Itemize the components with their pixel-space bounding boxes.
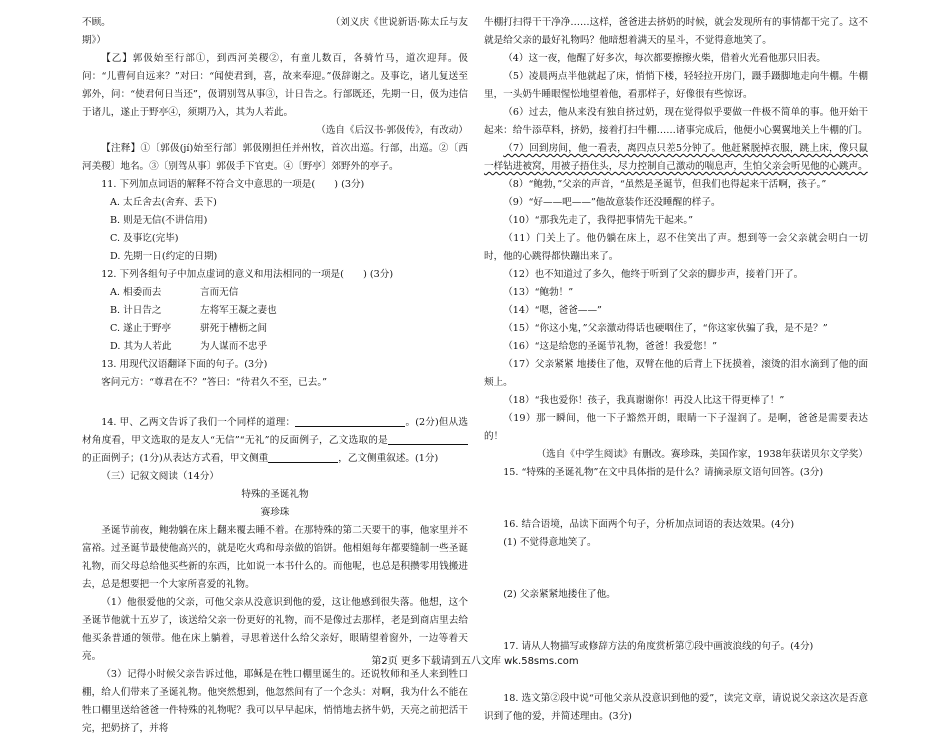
story-paragraph: （1）他很爱他的父亲，可他父亲从没意识到他的爱，这让他感到很失落。他想，这个圣诞节他就十五岁了，该送给父亲一份更好的礼物，而不是像过去那样，老是到商店里去给他买条普通的领带。他在床上躺着，寻思着送什么给父亲好，眼睛望着窗外，一边等着天亮。 (82, 597, 468, 662)
question-18: 18. 选文第②段中说“可他父亲从没意识到他的爱”，读完文章，请说说父亲这次是否意识到了他的爱，并简述理由。(3分) (484, 693, 868, 722)
question-11: 11. 下列加点词语的解释不符合文中意思的一项是( ) (3分) (101, 179, 365, 190)
answer-blank[interactable] (388, 432, 468, 445)
story-paragraph: 圣诞节前夜，鲍勃躺在床上翻来覆去睡不着。在那特殊的第二天要干的事，他家里并不富裕。过圣诞节最使他高兴的，就是吃火鸡和母亲做的馅饼。他相姐每年都要缝制一些圣诞礼物，而父母总给他买些新的东西，比如说一本书什么的。而他呢，也总是积攒零用钱搬进去，总是想要把一个大家所喜爱的礼物。 (82, 525, 468, 590)
q11-option-d: D. 先期一日(约定的日期) (110, 251, 218, 262)
story-paragraph-7: （7）回到房间，他一看表，离四点只差5分钟了。他赶紧脱掉衣服，跳上床，像只鼠一样钻进被窝，用被子捂住头，尽力控制自己激动的喘息声，生怕父亲会听见他的心跳声。 (484, 143, 868, 172)
story-paragraph-8: （8）“鲍勃，”父亲的声音，“虽然是圣诞节，但我们也得起来干活啊，孩子。” (503, 179, 827, 190)
story-paragraph-10: （10）“那我先走了，我得把事情先干起来。” (503, 215, 694, 226)
page-footer: 第2页 更多下载请到五八文库 wk.58sms.com (371, 656, 579, 667)
story-source: （选自《中学生阅读》有删改。赛珍珠，美国作家，1938年获诺贝尔文学奖） (536, 449, 868, 460)
q11-options (82, 194, 468, 266)
q11-option-c: C. 及事讫(完毕) (110, 233, 179, 244)
question-14: 14. 甲、乙两文告诉了我们一个同样的道理： 。(2分)但从选材角度看，甲文选取的是友人“无信”“无礼”的反面例子，乙文选取的是的正面例子；(1分)从表达方式看，甲文侧重 ，乙文侧重叙述。(1分) (82, 414, 468, 468)
story-paragraph: （3）记得小时候父亲告诉过他，耶稣是在牲口棚里诞生的。还说牧师和圣人来到牲口棚，给人们带来了圣诞礼物。他突然想到，他忽然间有了一个念头：对啊，我为什么不能在牲口棚里送给爸爸一件特殊的礼物呢？我可以早早起床，悄悄地去挤牛奶，天亮之前把活干完，把奶挤了，并将 (82, 669, 468, 734)
story-continuation: 牛棚打扫得干干净净……这样，爸爸进去挤奶的时候，就会发现所有的事情都干完了。这不就是给父亲的最好礼物吗？他暗想着满天的星斗，不觉得意地笑了。 (484, 17, 868, 46)
notes: 【注释】①〔郭伋(jí)始至行部〕郭伋刚担任并州牧，首次出巡。行部，出巡。②〔西河美稷〕地名。③〔别驾从事〕郭伋手下官吏。④〔野亭〕郊野外的亭子。 (82, 143, 468, 172)
passage-b: 【乙】郭伋始至行部①，到西河美稷②，有童儿数百，各骑竹马，道次迎拜。伋问：“儿曹何自远来？”对曰：“闻使君到，喜，故来奉迎。”伋辞谢之。及事讫，诸儿复送至郭外，问：“使君何日当还”，伋谓别驾从事③，计日告之。行部既还，先期一日，伋为违信于诸儿，遂止于野亭④，须期乃入，其为人若此。 (82, 53, 468, 118)
question-13-sentence: 客问元方：“尊君在不？”答曰：“待君久不至，已去。” (101, 377, 328, 388)
story-author: 赛珍珠 (260, 507, 290, 518)
answer-blank[interactable] (268, 450, 338, 463)
question-12: 12. 下列各组句子中加点虚词的意义和用法相同的一项是( ) (3分) (101, 269, 394, 280)
story-paragraph-4: （4）这一夜，他醒了好多次，每次都要擦擦火柴，借着火光看他那只旧表。 (503, 53, 826, 64)
answer-space[interactable] (484, 482, 868, 516)
question-17: 17. 请从人物描写或修辞方法的角度赏析第⑦段中画波浪线的句子。(4分) (503, 641, 814, 652)
story-paragraph-11: （11）门关上了。他仍躺在床上，忍不住笑出了声。想到等一会父亲就会明白一切时，他的心跳得都快蹦出来了。 (484, 233, 868, 262)
left-column (82, 14, 468, 738)
story-paragraph-17: （17）父亲紧紧 地搂住了他，双臂在他的后背上下抚摸着，滚烫的泪水滴到了他的面颊上。 (484, 359, 868, 388)
story-paragraph-12: （12）也不知道过了多久，他终于听到了父亲的脚步声，接着门开了。 (503, 269, 804, 280)
story-paragraph-14: （14）“嗯，爸爸——” (503, 305, 602, 316)
passage-a-ending (82, 14, 468, 50)
question-16-item-1: (1) 不觉得意地笑了。 (503, 537, 597, 548)
passage-a-source-end: 期》） (82, 35, 106, 46)
story-paragraph-16: （16）“这是给您的圣诞节礼物，爸爸！我爱您！” (503, 341, 718, 352)
question-13: 13. 用现代汉语翻译下面的句子。(3分) (101, 359, 268, 370)
story-paragraph-19: （19）那一瞬间，他一下子豁然开朗，眼睛一下子湿润了。是啊，爸爸是需要表达的！ (484, 413, 868, 442)
story-paragraph-5: （5）凌晨两点半他就起了床，悄悄下楼，轻轻拉开房门，蹑手蹑脚地走向牛棚。牛棚里，一头奶牛睡眼惺忪地望着他，看那样子，好像很有些惊讶。 (484, 71, 868, 100)
answer-blank[interactable] (295, 414, 405, 427)
story-paragraph-6: （6）过去，他从来没有独自挤过奶，现在觉得似乎要做一件极不简单的事。他开始干起来：给牛添草料，挤奶，接着打扫牛棚……诸事完成后，他便小心翼翼地关上牛棚的门。 (484, 107, 868, 136)
question-16-item-2: (2) 父亲紧紧地搂住了他。 (503, 589, 616, 600)
passage-a-source: （刘义庆《世说新语·陈太丘与友 (330, 17, 468, 28)
q11-option-b: B. 则是无信(不讲信用) (110, 215, 208, 226)
right-column (484, 14, 868, 726)
story-paragraph-15: （15）“你这小鬼，”父亲激动得话也硬咽住了，“你这家伙骗了我，是不是？” (503, 323, 828, 334)
story-paragraph-18: （18）“我也爱你！孩子，我真谢谢你！再没人比这干得更棒了！” (503, 395, 785, 406)
q12-option-a: A. 相委而去 言而无信 (110, 287, 239, 298)
passage-a-last-line: 不顾。 (82, 17, 111, 28)
answer-space[interactable] (484, 604, 868, 638)
story-paragraph-9: （9）“好——吧——”他故意装作还没睡醒的样子。 (503, 197, 721, 208)
q12-options (82, 284, 468, 356)
story-title: 特殊的圣诞礼物 (241, 489, 309, 500)
question-16: 16. 结合语境，品读下面两个句子，分析加点词语的表达效果。(4分) (503, 519, 795, 530)
question-15: 15. “特殊的圣诞礼物”在文中具体指的是什么？请摘录原文语句回答。(3分) (503, 467, 824, 478)
answer-space[interactable] (484, 552, 868, 586)
q11-option-a: A. 太丘舍去(舍弃、丢下) (110, 197, 217, 208)
story-paragraph-13: （13）“鲍勃！” (503, 287, 574, 298)
q12-option-d: D. 其为人若此 为人谋而不忠乎 (110, 341, 268, 352)
passage-b-source: （选自《后汉书·郭伋传》，有改动） (316, 125, 468, 136)
q12-option-b: B. 计日告之 左将军王凝之妻也 (110, 305, 277, 316)
q12-option-c: C. 遂止于野亭 骈死于槽枥之间 (110, 323, 268, 334)
section-3-heading: （三）记叙文阅读（14分） (101, 471, 219, 482)
